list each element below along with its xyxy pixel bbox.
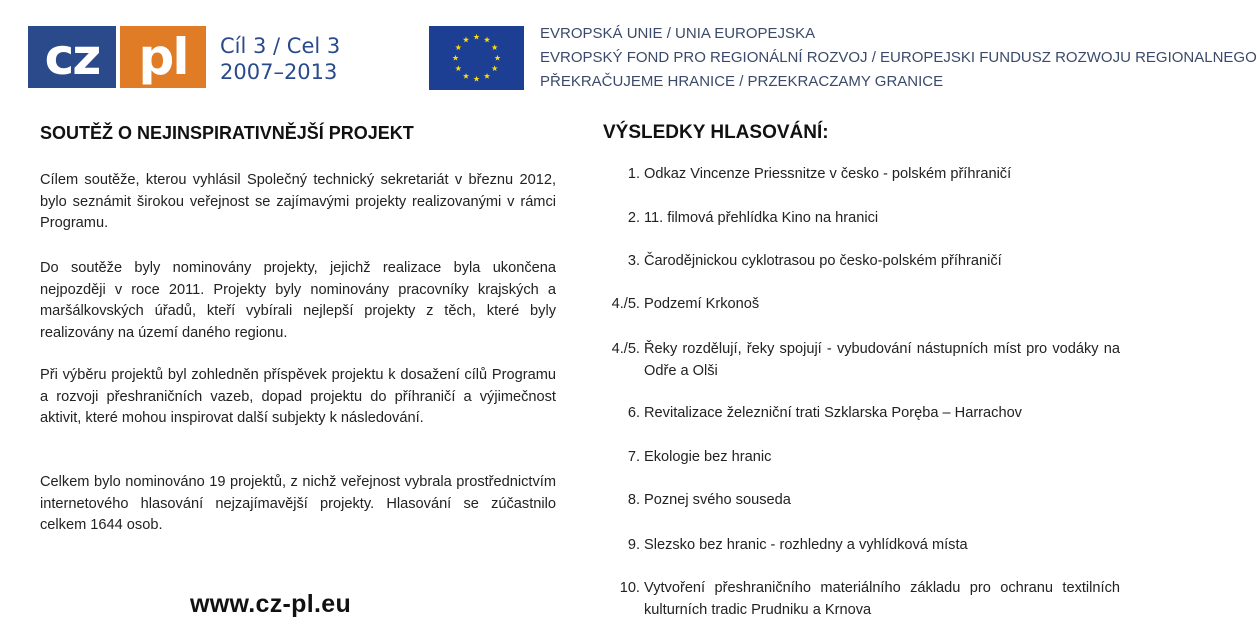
result-item (600, 403, 1120, 425)
logo-years: 2007–2013 (220, 60, 338, 84)
result-rank: 8. (627, 492, 640, 508)
result-rank: 6. (627, 405, 640, 421)
result-item (600, 339, 1120, 382)
paragraph-4: Celkem bylo nominováno 19 projektů, z nichž veřejnost vybrala prostřednictvím internetového hlasování nejzajímavější projekty. Hlasování se zúčastnilo celkem 1644 osob. (40, 474, 556, 533)
result-item (600, 294, 1120, 316)
result-rank: 4./5. (611, 296, 640, 312)
paragraph-2: Do soutěže byly nominovány projekty, jejichž realizace byla ukončena nejpozději v roce 2011. Projekty byly nominovány pracovníky krajských a maršálkovských úřadů, kteří vybírali nejlepší projekty z těch, které byly realizovány na území daného regionu. (40, 260, 556, 341)
paragraph-1: Cílem soutěže, kterou vyhlásil Společný technický sekretariát v březnu 2012, bylo seznámit širokou veřejnost se zajímavými projekty realizovanými v rámci Programu. (40, 172, 556, 231)
contest-title: SOUTĚŽ O NEJINSPIRATIVNĚJŠÍ PROJEKT (40, 123, 414, 143)
result-text: Revitalizace železniční trati Szklarska Poręba – Harrachov (644, 405, 1022, 421)
logo-pl: pl (120, 26, 206, 88)
result-item (600, 208, 1120, 230)
result-text: Vytvoření přeshraničního materiálního základu pro ochranu textilních kulturních tradic Prudniku a Krnova (644, 580, 1120, 618)
result-text: Slezsko bez hranic - rozhledny a vyhlídková místa (644, 537, 968, 553)
result-item (600, 251, 1120, 273)
result-text: Čarodějnickou cyklotrasou po česko-polském příhraničí (644, 253, 1002, 269)
result-item (600, 578, 1120, 621)
logo-program-name: Cíl 3 / Cel 3 (220, 34, 341, 58)
result-rank: 10. (619, 580, 640, 596)
website-url[interactable]: www.cz-pl.eu (190, 590, 352, 618)
eu-line-3: PŘEKRAČUJEME HRANICE / PRZEKRACZAMY GRANICE (540, 73, 944, 90)
eu-line-1: EVROPSKÁ UNIE / UNIA EUROPEJSKA (540, 25, 816, 42)
result-rank: 7. (627, 449, 640, 465)
result-text: Řeky rozdělují, řeky spojují - vybudování nástupních míst pro vodáky na Odře a Olši (644, 341, 1120, 379)
result-item (600, 535, 1120, 557)
results-title: VÝSLEDKY HLASOVÁNÍ: (603, 122, 829, 143)
result-text: Odkaz Vincenze Priessnitze v česko - polském příhraničí (644, 166, 1012, 182)
result-text: 11. filmová přehlídka Kino na hranici (644, 210, 879, 226)
result-item (600, 447, 1120, 469)
result-text: Poznej svého souseda (644, 492, 791, 508)
result-rank: 1. (627, 166, 640, 182)
eu-line-2: EVROPSKÝ FOND PRO REGIONÁLNÍ ROZVOJ / EUROPEJSKI FUNDUSZ ROZWOJU REGIONALNEGO (540, 49, 1257, 66)
logo-cz: cz (28, 26, 116, 88)
result-rank: 2. (627, 210, 640, 226)
result-rank: 9. (627, 537, 640, 553)
result-text: Ekologie bez hranic (644, 449, 772, 465)
eu-flag-icon (429, 26, 524, 90)
result-text: Podzemí Krkonoš (644, 296, 760, 312)
result-rank: 3. (627, 253, 640, 269)
result-item (600, 490, 1120, 512)
paragraph-3: Při výběru projektů byl zohledněn příspěvek projektu k dosažení cílů Programu a rozvoji přeshraničních vazeb, dopad projektu do příhraničí a výjimečnost aktivit, které mohou inspirovat další subjekty k následování. (40, 367, 556, 426)
result-rank: 4./5. (611, 341, 640, 357)
result-item (600, 164, 1120, 186)
